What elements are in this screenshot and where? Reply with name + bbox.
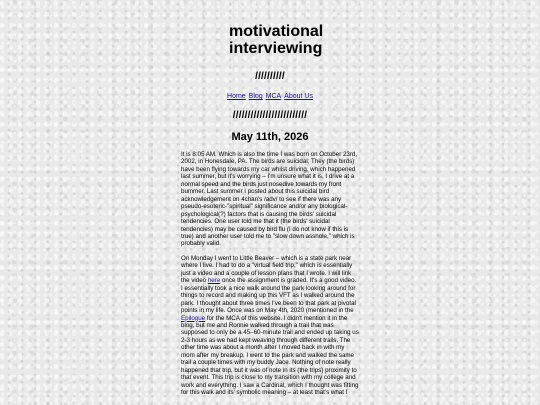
page-content [181,0,359,404]
post-paragraph-2 [181,255,359,397]
post-text: once the assignment is graded. It's a good video. I essentially took a nice walk around the park looking around for things to record and making up this VFT as I walked around the park. I thought about three times I've been to that park at pivotal points in my life. Once was on May 4th, 2020 (mentioned in the [181,277,357,315]
post-date: May 11th, 2026 [231,131,309,143]
site-title-line2: interviewing [229,40,323,57]
post-text: for the MCA of this website. I didn't mention it in the blog, but me and Ronnie walked through a trail that was supposed to only be a 45–60-minute trail and ended up taking us 2-3 hours as we had kept weaving through different trails. The other time was about a month after I moved back in with my mom after my breakup, I went to the park and walked the same trail a couple times with my buddy Jace. Nothing of note really happened that trip, but it was of note in its (the trips) proximity to that event. This trip is close to my transition with my college and work and everything. I saw a Cardinal, which I thought was fitting for this walk and its' symbolic meaning – at least that's what I [181,314,359,397]
post-body [181,151,359,397]
nav-link-blog[interactable]: Blog [248,93,263,100]
separator-bottom: ///////////////////////// [232,110,308,121]
post-paragraph-1: It is 8:05 AM. Which is also the time I was born on October 23rd, 2002, in Honesdale, PA. The birds are suicidal; They (the birds) have been flying towards my car whilst driving, which happened last summer, but it's worrying – I'm unsure what it is, I drive at a normal speed and the birds just nosedive towards my front bummer. Last summer I posted about this suicidal bird acknowledgement on 4chan's /adv/ to see if there was any pseudo-esoteric-"spiritual" significance and/or any biological-psychological(?) factors that is causing the birds' suicidal tendencies. One user told me that it (the birds' suicidal tendencies) may be caused by bird flu (I do not know if this is true) and another user told me to "slow down asshole," which is probably valid. [181,151,358,248]
post-text: On Monday I went to Little Beaver – which is a state park near where I live. I had to do a "virtual field trip," which is essentially just a video and a couple of lesson plans that I wrote. I will link the video [181,254,353,285]
nav-link-mca[interactable]: MCA [265,93,282,100]
video-link[interactable]: here [207,277,221,285]
separator-top: ////////// [255,71,285,82]
site-title [181,23,359,57]
nav-link-about[interactable]: About Us [284,93,313,100]
nav-bar [181,93,359,100]
epilogue-link[interactable]: Epilogue [181,314,206,322]
site-title-line1: motivational [229,23,324,40]
nav-link-home[interactable]: Home [227,93,246,100]
